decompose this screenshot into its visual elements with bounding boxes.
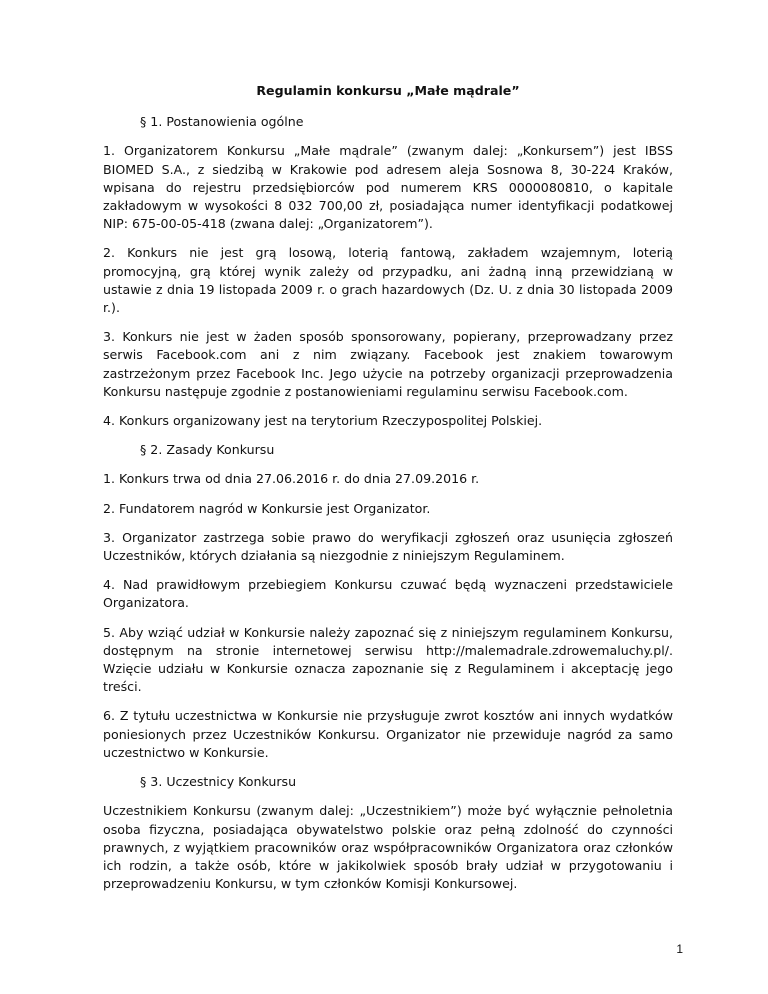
section-3-paragraph-1: Uczestnikiem Konkursu (zwanym dalej: „Uczestnikiem”) może być wyłącznie pełnoletnia osoba fizyczna, posiadająca obywatelstwo polskie oraz pełną zdolność do czynności prawnych, z wyjątkiem pracowników oraz współpracowników Organizatora oraz członków ich rodzin, a także osób, które w jakikolwiek sposób brały udział w przygotowaniu i przeprowadzeniu Konkursu, w tym członków Komisji Konkursowej. — [103, 803, 673, 892]
section-2-paragraph-2: 2. Fundatorem nagród w Konkursie jest Organizator. — [103, 500, 431, 516]
section-1-paragraph-2: 2. Konkurs nie jest grą losową, loterią fantową, zakładem wzajemnym, loterią promocyjną, grą której wynik zależy od przypadku, ani żadną inną przewidzianą w ustawie z dnia 19 listopada 2009 r. o grach hazardowych (Dz. U. z dnia 30 listopada 2009 r.). — [103, 245, 673, 316]
section-2-paragraph-4: 4. Nad prawidłowym przebiegiem Konkursu czuwać będą wyznaczeni przedstawiciele Organizatora. — [103, 577, 673, 611]
document-title: Regulamin konkursu „Małe mądrale” — [256, 83, 520, 98]
section-1-paragraph-4: 4. Konkurs organizowany jest na terytorium Rzeczypospolitej Polskiej. — [103, 413, 543, 429]
section-2-paragraph-5: 5. Aby wziąć udział w Konkursie należy zapoznać się z niniejszym regulaminem Konkursu, dostępnym na stronie internetowej serwisu http://malemadrale.zdrowemaluchy.pl/. Wzięcie udziału w Konkursie oznacza zapoznanie się z Regulaminem i akceptację jego treści. — [103, 624, 673, 695]
section-heading-1: § 1. Postanowienia ogólne — [140, 114, 304, 130]
section-heading-2: § 2. Zasady Konkursu — [140, 442, 275, 458]
document-content — [103, 82, 673, 904]
section-1-paragraph-1: 1. Organizatorem Konkursu „Małe mądrale” (zwanym dalej: „Konkursem”) jest IBSS BIOMED S.A., z siedzibą w Krakowie pod adresem aleja Sosnowa 8, 30-224 Kraków, wpisana do rejestru przedsiębiorców pod numerem KRS 0000080810, o kapitale zakładowym w wysokości 8 032 700,00 zł, posiadająca numer identyfikacji podatkowej NIP: 675-00-05-418 (zwana dalej: „Organizatorem”). — [103, 143, 673, 232]
section-2-paragraph-1: 1. Konkurs trwa od dnia 27.06.2016 r. do dnia 27.09.2016 r. — [103, 471, 480, 487]
section-2-paragraph-3: 3. Organizator zastrzega sobie prawo do weryfikacji zgłoszeń oraz usunięcia zgłoszeń Uczestników, których działania są niezgodnie z niniejszym Regulaminem. — [103, 529, 673, 564]
section-heading-3: § 3. Uczestnicy Konkursu — [140, 774, 297, 790]
page-number: 1 — [676, 942, 683, 956]
section-1-paragraph-3: 3. Konkurs nie jest w żaden sposób sponsorowany, popierany, przeprowadzany przez serwis Facebook.com ani z nim związany. Facebook jest znakiem towarowym zastrzeżonym przez Facebook Inc. Jego użycie na potrzeby organizacji przeprowadzenia Konkursu następuje zgodnie z postanowieniami regulaminu serwisu Facebook.com. — [103, 329, 673, 399]
section-2-paragraph-6: 6. Z tytułu uczestnictwa w Konkursie nie przysługuje zwrot kosztów ani innych wydatków poniesionych przez Uczestników Konkursu. Organizator nie przewiduje nagród za samo uczestnictwo w Konkursie. — [103, 708, 673, 760]
